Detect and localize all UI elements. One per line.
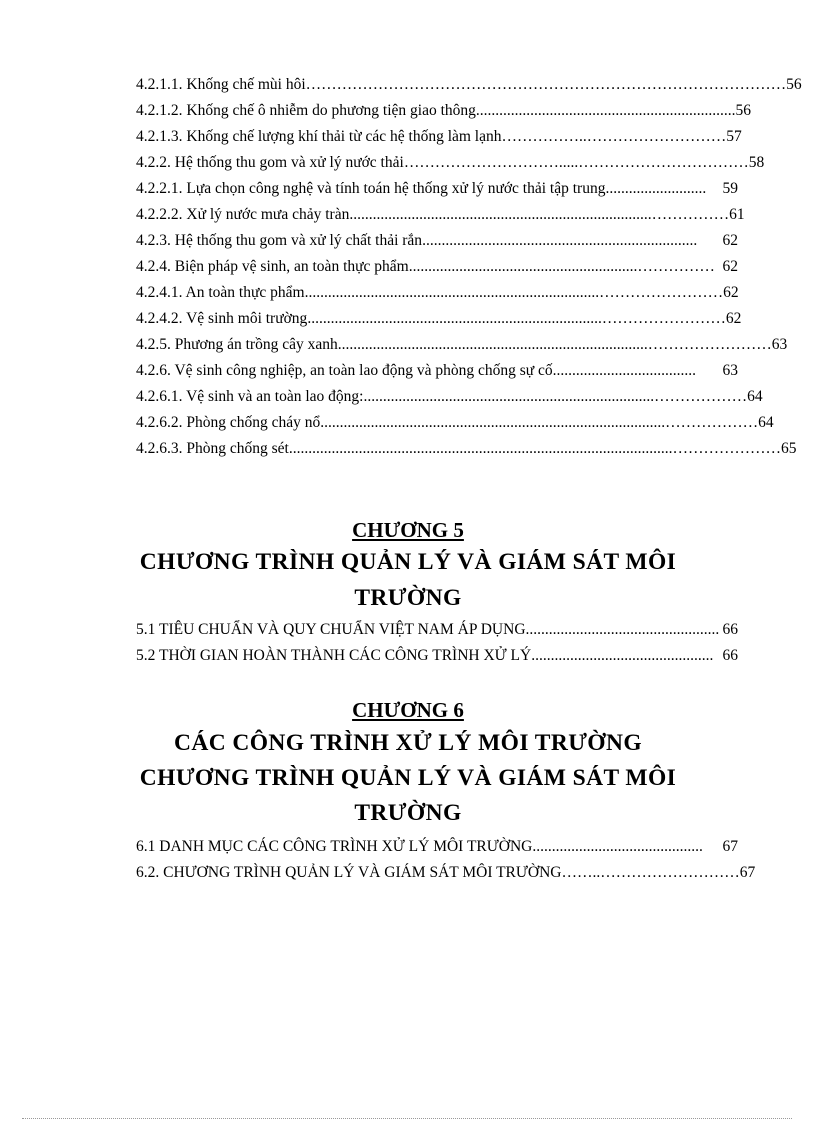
toc-page-number: 62 [723,284,739,301]
toc-page-number: 61 [729,206,745,223]
toc-entry-title: 4.2.4. Biện pháp vệ sinh, an toàn thực phẩm [136,258,409,275]
toc-entry[interactable] [136,126,742,148]
toc-page-number: 58 [748,154,765,171]
toc-entry-title: 4.2.6.3. Phòng chống sét [136,440,289,457]
toc-entry-title: 4.2.4.1. An toàn thực phẩm [136,284,305,301]
toc-entry-title: 4.2.2. Hệ thống thu gom và xử lý nước thải [136,154,404,171]
toc-entry-title: 5.1 TIÊU CHUẨN VÀ QUY CHUẨN VIỆT NAM ÁP DỤNG [136,621,526,638]
toc-entry-title: 4.2.4.2. Vệ sinh môi trường [136,310,308,327]
toc-entry[interactable] [136,178,738,200]
toc-leader-dots: ……..……………………… [561,864,740,881]
toc-page-number: 65 [780,440,797,457]
toc-entry-title: 4.2.1.3. Khống chế lượng khí thải từ các hệ thống làm lạnh [136,128,502,145]
chapter-5-number: CHƯƠNG 5 [352,518,464,542]
chapter-5-title-line-1: CHƯƠNG TRÌNH QUẢN LÝ VÀ GIÁM SÁT MÔI [139,549,677,575]
toc-entry-title: 4.2.1.1. Khống chế mùi hôi [136,76,306,93]
toc-leader-dots: ....................................................................... [422,232,698,249]
toc-entry-title: 4.2.1.2. Khống chế ô nhiễm do phương tiện giao thông [136,102,476,119]
toc-entry[interactable] [136,862,756,884]
toc-entry[interactable] [136,308,742,330]
chapter-5-title-line-2: TRƯỜNG [354,585,462,611]
toc-page-number: 64 [747,388,763,405]
toc-entry[interactable] [136,438,797,460]
toc-entry-title: 4.2.3. Hệ thống thu gom và xử lý chất thải rắn [136,232,423,249]
toc-leader-dots: ...........................................................…………… [408,258,715,275]
toc-entry[interactable] [136,74,802,96]
chapter-6-number: CHƯƠNG 6 [352,698,464,722]
toc-entry-title: 4.2.2.1. Lựa chọn công nghệ và tính toán hệ thống xử lý nước thải tập trung [136,180,606,197]
toc-page-number: 56 [735,102,752,119]
toc-entry-title: 4.2.6.2. Phòng chống cháy nổ [136,414,321,431]
toc-page-number: 66 [722,647,738,664]
toc-entry-title: 4.2.2.2. Xử lý nước mưa chảy tràn [136,206,350,223]
toc-entry-title: 6.2. CHƯƠNG TRÌNH QUẢN LÝ VÀ GIÁM SÁT MÔI TRƯỜNG [136,864,562,881]
toc-entry-title: 4.2.6.1. Vệ sinh và an toàn lao động: [136,388,364,405]
toc-entry-title: 5.2 THỜI GIAN HOÀN THÀNH CÁC CÔNG TRÌNH XỬ LÝ [136,647,532,664]
toc-entry[interactable] [136,256,738,278]
toc-leader-dots: ...................................................................................................………………… [288,440,781,457]
chapter-6-title-line-3: TRƯỜNG [354,800,462,826]
toc-entry[interactable] [136,282,738,304]
toc-page-number: 62 [725,310,742,327]
toc-leader-dots: .......................... [605,180,707,197]
toc-leader-dots: .................................................. [525,621,720,638]
toc-leader-dots: .........................................................................................……………… [320,414,759,431]
toc-entry[interactable] [136,412,774,434]
toc-entry-title: 6.1 DANH MỤC CÁC CÔNG TRÌNH XỬ LÝ MÔI TRƯỜNG [136,838,533,855]
toc-leader-dots: ............................................... [531,647,714,664]
toc-page-number: 64 [758,414,774,431]
toc-leader-dots: ……………..……………………… [501,128,727,145]
toc-leader-dots: ............................................ [532,838,703,855]
toc-page-number: 56 [786,76,802,93]
toc-entry[interactable] [136,360,738,382]
toc-page-number: 62 [722,258,738,275]
page-bottom-border [22,1118,792,1121]
toc-leader-dots: ………………………….....…………………………… [403,154,749,171]
toc-leader-dots: ...........................................................................……………… [363,388,748,405]
toc-entry[interactable] [136,204,745,226]
toc-leader-dots: ................................................................................…………………… [337,336,772,353]
toc-entry[interactable] [136,334,788,356]
toc-leader-dots: ............................................................................…………………… [304,284,724,301]
toc-page-number: 59 [722,180,738,197]
toc-entry[interactable] [136,386,763,408]
toc-entry-title: 4.2.6. Vệ sinh công nghiệp, an toàn lao động và phòng chống sự cố [136,362,553,379]
toc-page-number: 67 [739,864,756,881]
toc-leader-dots: ............................................................................…………………… [307,310,726,327]
toc-entry[interactable] [136,619,738,641]
toc-leader-dots: ..............................................................................…………… [349,206,730,223]
toc-page-number: 66 [722,621,738,638]
toc-leader-dots: ………………………………………………………………………………… [305,76,787,93]
toc-entry[interactable] [136,836,738,858]
toc-leader-dots: ................................................................... [475,102,736,119]
toc-page-number: 63 [771,336,788,353]
toc-entry[interactable] [136,645,738,667]
chapter-6-title-line-1: CÁC CÔNG TRÌNH XỬ LÝ MÔI TRƯỜNG [173,730,643,756]
toc-entry[interactable] [136,152,765,174]
toc-leader-dots: ..................................... [552,362,697,379]
toc-page-number: 57 [726,128,742,145]
toc-entry[interactable] [136,230,738,252]
toc-entry-title: 4.2.5. Phương án trồng cây xanh [136,336,338,353]
toc-entry[interactable] [136,100,752,122]
toc-page-number: 67 [722,838,738,855]
toc-page-number: 62 [722,232,738,249]
toc-page-number: 63 [722,362,738,379]
chapter-6-title-line-2: CHƯƠNG TRÌNH QUẢN LÝ VÀ GIÁM SÁT MÔI [139,765,677,791]
